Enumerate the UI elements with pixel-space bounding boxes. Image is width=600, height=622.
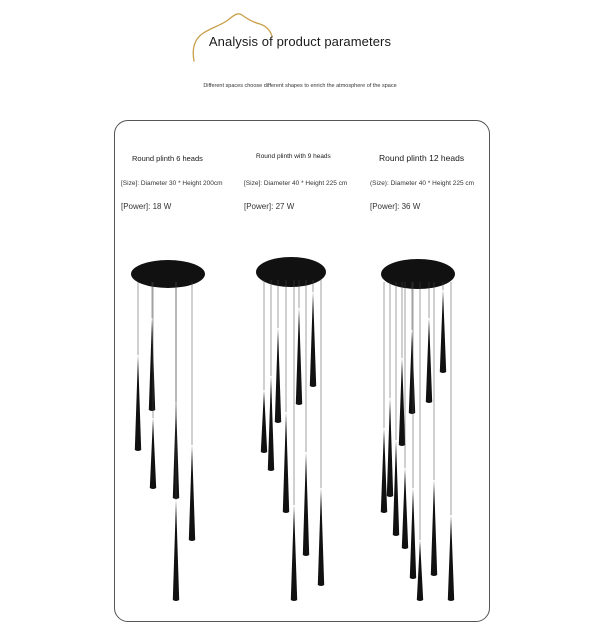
- product-name: Round plinth 6 heads: [132, 154, 203, 163]
- product-power: [Power]: 36 W: [370, 202, 421, 211]
- pendant-cone: [387, 398, 393, 497]
- pendant-cone: [448, 515, 454, 601]
- ceiling-plinth: [381, 259, 455, 289]
- pendant-cone: [393, 440, 399, 536]
- product-power: [Power]: 27 W: [244, 202, 295, 211]
- pendant-cone: [402, 468, 408, 549]
- product-power: [Power]: 18 W: [121, 202, 172, 211]
- pendant-cone: [381, 428, 387, 513]
- product-name: Round plinth 12 heads: [379, 153, 465, 163]
- pendant-cones: [381, 282, 454, 601]
- pendant-cone: [440, 290, 446, 373]
- pendant-cone: [417, 540, 423, 601]
- pendant-cone: [426, 318, 432, 403]
- page-title: Analysis of product parameters: [208, 34, 392, 49]
- product-size: [Size]: Diameter 30 * Height 200cm: [121, 180, 223, 187]
- pendant-cone: [410, 488, 416, 579]
- pendant-cone: [409, 330, 415, 414]
- product-size: (Size): Diameter 40 * Height 225 cm: [370, 180, 475, 187]
- product-size: [Size]: Diameter 40 * Height 225 cm: [244, 180, 348, 187]
- pendant-cone: [431, 480, 437, 576]
- pendant-cone: [399, 358, 405, 446]
- product-name: Round plinth with 9 heads: [256, 153, 331, 160]
- page-subtitle: Different spaces choose different shapes to enrich the atmosphere of the space: [203, 83, 397, 89]
